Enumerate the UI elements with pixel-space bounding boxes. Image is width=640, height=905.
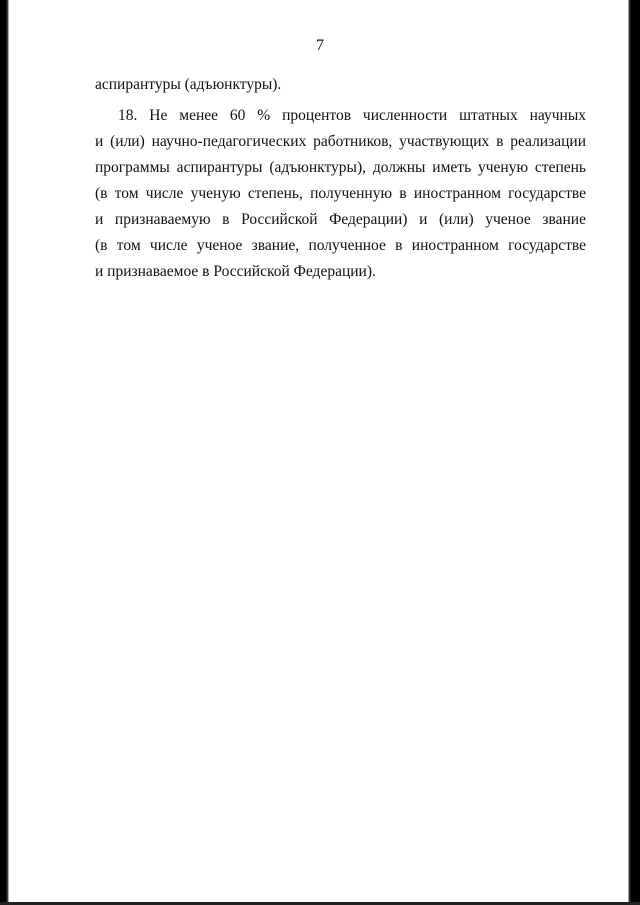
text-line: (в том числе ученое звание, полученное в иностранном государстве xyxy=(95,237,586,254)
scan-border-right xyxy=(628,0,640,905)
page-number: 7 xyxy=(316,37,324,54)
text-line: и (или) научно-педагогических работников, участвующих в реализации xyxy=(95,133,586,150)
text-line: программы аспирантуры (адъюнктуры), должны иметь ученую степень xyxy=(95,159,586,176)
text-line: и признаваемую в Российской Федерации) и (или) ученое звание xyxy=(95,211,586,228)
paragraph-18-line: 18. Не менее 60 % процентов численности штатных научных xyxy=(118,107,586,124)
text-line: (в том числе ученую степень, полученную в иностранном государстве xyxy=(95,185,586,202)
scan-border-left xyxy=(0,0,9,905)
text-line: и признаваемое в Российской Федерации). xyxy=(95,263,376,280)
text-line: аспирантуры (адъюнктуры). xyxy=(95,76,282,93)
